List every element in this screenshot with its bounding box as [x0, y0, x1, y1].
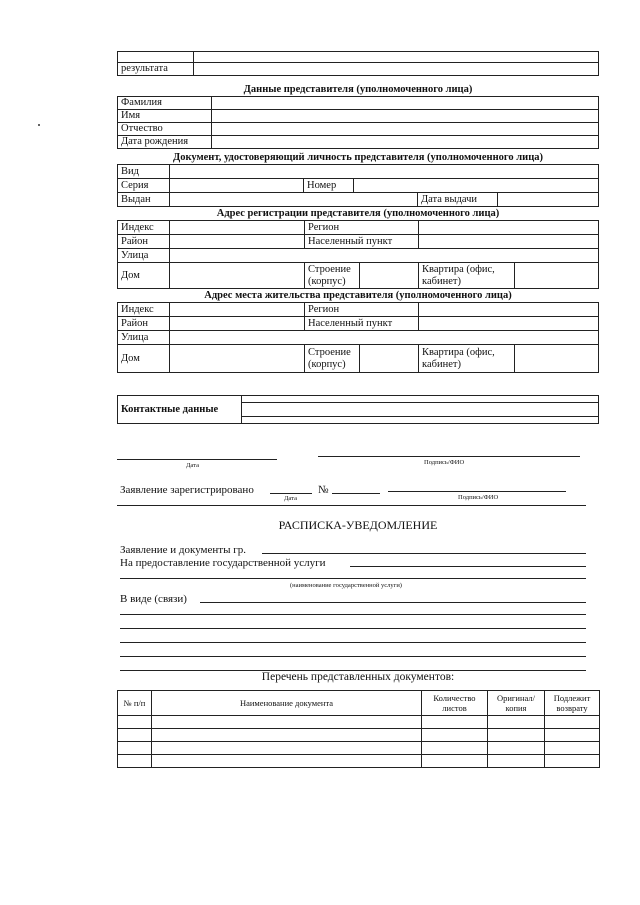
birthdate-label: Дата рождения: [118, 136, 212, 149]
name-field[interactable]: [212, 110, 599, 123]
identity-doc-title: Документ, удостоверяющий личность представителя (уполномоченного лица): [172, 152, 543, 163]
receipt-service-line-2[interactable]: [120, 578, 586, 579]
contacts-field-1[interactable]: [242, 396, 599, 403]
date-caption: Дата: [186, 462, 199, 469]
doc-kind-field[interactable]: [170, 165, 599, 179]
receipt-blank-line-3[interactable]: [120, 642, 586, 643]
surname-field[interactable]: [212, 97, 599, 110]
contacts-label: Контактные данные: [118, 396, 242, 424]
doc-col-sheets: Количество листов: [422, 691, 488, 716]
registered-sign-caption: Подпись/ФИО: [458, 494, 499, 501]
result-label: результата: [118, 63, 194, 76]
receipt-applicant-text: Заявление и документы гр.: [120, 544, 246, 556]
reg-street-label: Улица: [118, 249, 170, 263]
reg-house-field[interactable]: [170, 263, 305, 289]
doc-col-original: Оригинал/ копия: [488, 691, 545, 716]
registered-number-sign: №: [318, 484, 329, 496]
reg-building-field[interactable]: [360, 263, 419, 289]
res-index-field[interactable]: [170, 303, 305, 317]
registered-date-line[interactable]: [270, 493, 312, 494]
contacts-field-3[interactable]: [242, 417, 599, 424]
reg-street-field[interactable]: [170, 249, 599, 263]
doc-cell[interactable]: [422, 755, 488, 768]
doc-cell[interactable]: [545, 729, 600, 742]
reg-address-title: Адрес регистрации представителя (уполномоченного лица): [216, 208, 500, 219]
reg-index-field[interactable]: [170, 221, 305, 235]
doc-cell[interactable]: [545, 755, 600, 768]
res-district-field[interactable]: [170, 317, 305, 331]
reg-locality-field[interactable]: [419, 235, 599, 249]
res-house-field[interactable]: [170, 345, 305, 373]
receipt-blank-line-4[interactable]: [120, 656, 586, 657]
registered-text: Заявление зарегистрировано: [120, 484, 254, 496]
doc-kind-label: Вид: [118, 165, 170, 179]
doc-cell[interactable]: [488, 716, 545, 729]
doc-cell[interactable]: [118, 716, 152, 729]
doc-number-label: Номер: [304, 179, 354, 193]
table-row: [118, 729, 600, 742]
res-district-label: Район: [118, 317, 170, 331]
res-region-field[interactable]: [419, 303, 599, 317]
res-locality-label: Населенный пункт: [305, 317, 419, 331]
patronymic-label: Отчество: [118, 123, 212, 136]
contacts-field-2[interactable]: [242, 403, 599, 417]
res-building-label: Строение (корпус): [305, 345, 360, 373]
res-street-field[interactable]: [170, 331, 599, 345]
signature-line[interactable]: [318, 456, 580, 457]
doc-cell[interactable]: [422, 716, 488, 729]
doc-col-number: № п/п: [118, 691, 152, 716]
receipt-service-line[interactable]: [350, 566, 586, 567]
representative-title: Данные представителя (уполномоченного лица): [243, 84, 473, 95]
table-row: [118, 716, 600, 729]
doc-list-table: [117, 690, 600, 768]
doc-date-field[interactable]: [498, 193, 599, 207]
doc-series-label: Серия: [118, 179, 170, 193]
date-line[interactable]: [117, 459, 277, 460]
representative-table: [117, 96, 599, 149]
registered-date-caption: Дата: [284, 495, 297, 502]
birthdate-field[interactable]: [212, 136, 599, 149]
receipt-title: РАСПИСКА-УВЕДОМЛЕНИЕ: [278, 518, 438, 532]
doc-cell[interactable]: [152, 755, 422, 768]
service-caption: (наименование государственной услуги): [290, 582, 402, 589]
doc-cell[interactable]: [422, 729, 488, 742]
res-street-label: Улица: [118, 331, 170, 345]
res-apartment-label: Квартира (офис, кабинет): [419, 345, 515, 373]
receipt-service-text: На предоставление государственной услуги: [120, 557, 326, 569]
doc-cell[interactable]: [488, 755, 545, 768]
doc-cell[interactable]: [118, 755, 152, 768]
identity-doc-table: [117, 164, 599, 207]
signature-caption: Подпись/ФИО: [424, 459, 465, 466]
reg-address-table: [117, 220, 599, 289]
doc-cell[interactable]: [545, 742, 600, 755]
reg-apartment-field[interactable]: [515, 263, 599, 289]
doc-issued-field[interactable]: [170, 193, 418, 207]
reg-locality-label: Населенный пункт: [305, 235, 419, 249]
patronymic-field[interactable]: [212, 123, 599, 136]
result-row-table: [117, 51, 599, 76]
doc-cell[interactable]: [488, 742, 545, 755]
doc-list-title: Перечень представленных документов:: [261, 671, 455, 683]
name-label: Имя: [118, 110, 212, 123]
doc-cell[interactable]: [488, 729, 545, 742]
registered-number-line[interactable]: [332, 493, 380, 494]
receipt-blank-line-2[interactable]: [120, 628, 586, 629]
registered-underline: [117, 505, 586, 506]
res-region-label: Регион: [305, 303, 419, 317]
reg-region-field[interactable]: [419, 221, 599, 235]
receipt-form-line[interactable]: [200, 602, 586, 603]
reg-district-field[interactable]: [170, 235, 305, 249]
doc-cell[interactable]: [545, 716, 600, 729]
result-field[interactable]: [194, 63, 599, 76]
res-locality-field[interactable]: [419, 317, 599, 331]
res-address-title: Адрес места жительства представителя (уполномоченного лица): [204, 290, 512, 301]
res-address-table: [117, 302, 599, 373]
doc-series-field[interactable]: [170, 179, 304, 193]
doc-col-return: Подлежит возврату: [545, 691, 600, 716]
receipt-blank-line-1[interactable]: [120, 614, 586, 615]
res-building-field[interactable]: [360, 345, 419, 373]
table-row: [118, 742, 600, 755]
doc-cell[interactable]: [152, 742, 422, 755]
res-apartment-field[interactable]: [515, 345, 599, 373]
doc-cell[interactable]: [118, 729, 152, 742]
table-row: [118, 755, 600, 768]
reg-building-label: Строение (корпус): [305, 263, 360, 289]
doc-number-field[interactable]: [354, 179, 599, 193]
surname-label: Фамилия: [118, 97, 212, 110]
contacts-table: [117, 395, 599, 424]
doc-cell[interactable]: [118, 742, 152, 755]
scan-speck: [38, 124, 40, 126]
reg-apartment-label: Квартира (офис, кабинет): [419, 263, 515, 289]
reg-house-label: Дом: [118, 263, 170, 289]
res-index-label: Индекс: [118, 303, 170, 317]
doc-cell[interactable]: [152, 716, 422, 729]
receipt-form-text: В виде (связи): [120, 593, 187, 605]
doc-issued-label: Выдан: [118, 193, 170, 207]
reg-index-label: Индекс: [118, 221, 170, 235]
doc-cell[interactable]: [422, 742, 488, 755]
doc-date-label: Дата выдачи: [418, 193, 498, 207]
registered-signature-line[interactable]: [388, 491, 566, 492]
receipt-applicant-line[interactable]: [262, 553, 586, 554]
doc-col-name: Наименование документа: [152, 691, 422, 716]
reg-district-label: Район: [118, 235, 170, 249]
doc-cell[interactable]: [152, 729, 422, 742]
reg-region-label: Регион: [305, 221, 419, 235]
res-house-label: Дом: [118, 345, 170, 373]
